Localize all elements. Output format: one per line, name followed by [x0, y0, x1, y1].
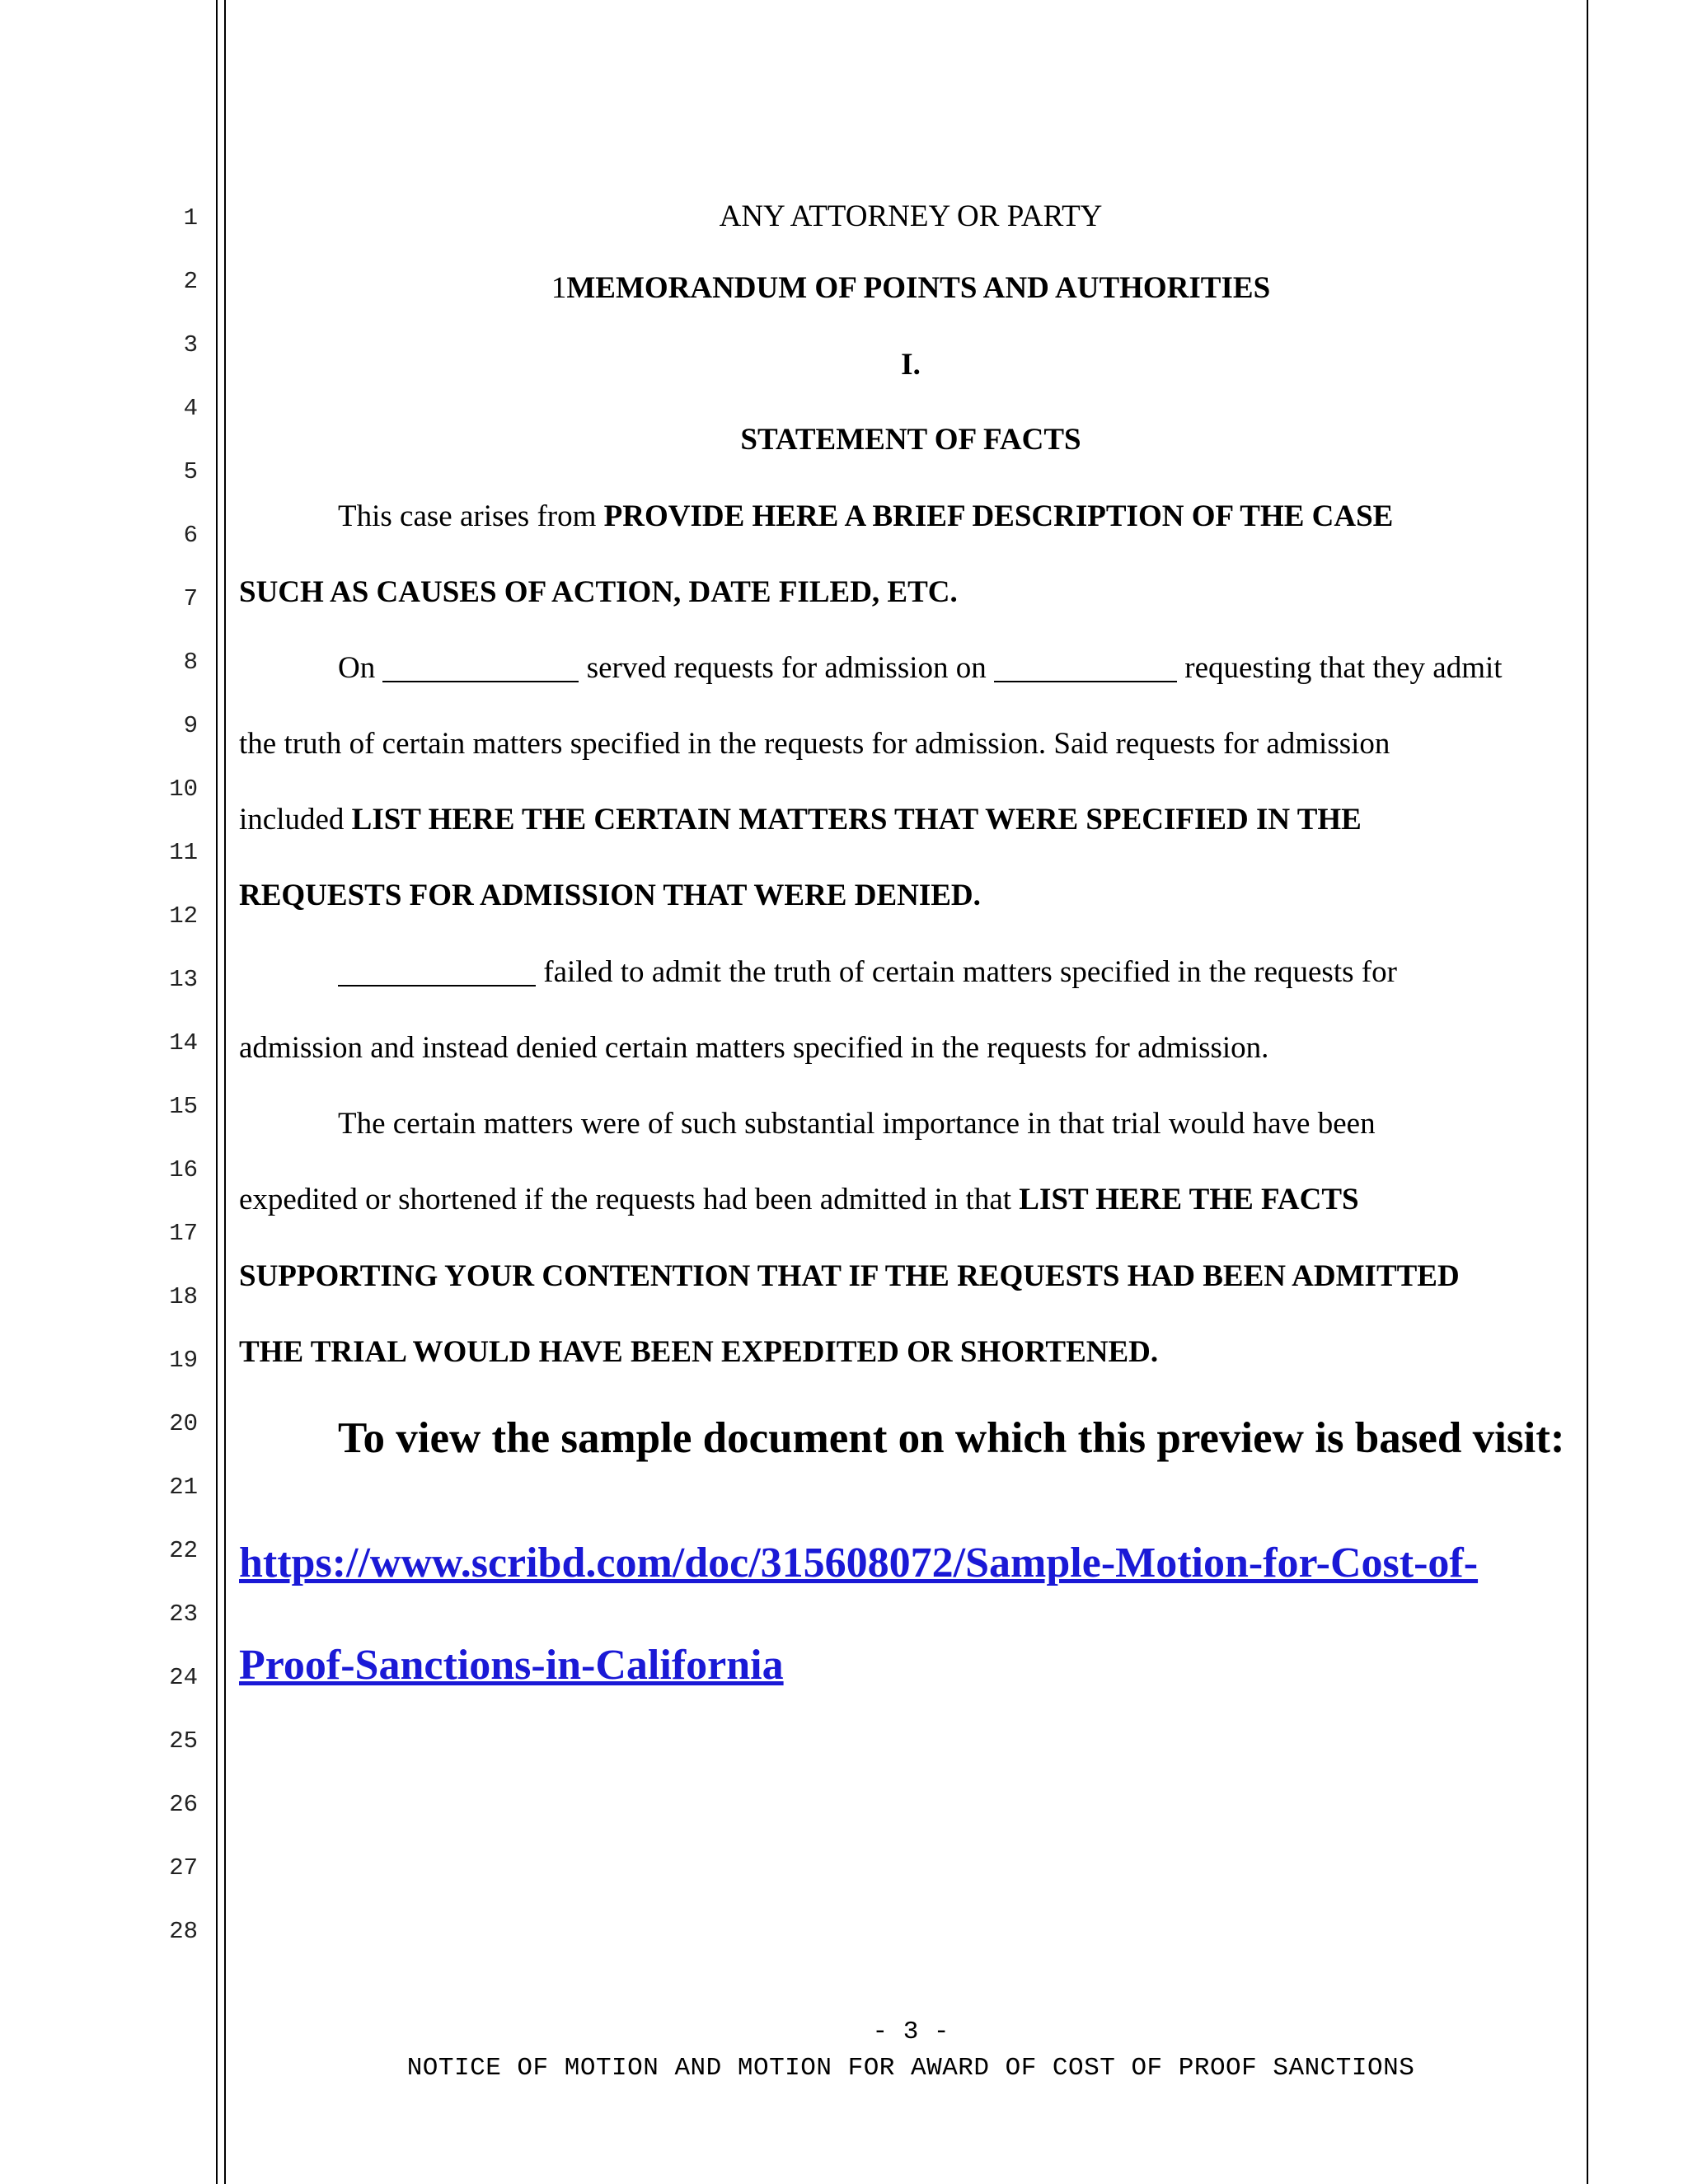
- p3-line1: failed to admit the truth of certain matters specified in the requests for: [536, 955, 1397, 989]
- line-number: 23: [169, 1601, 198, 1628]
- blank-date-field[interactable]: [382, 656, 579, 682]
- line-number: 14: [169, 1029, 198, 1057]
- preview-link-line-1: [239, 1538, 1582, 1589]
- p2-mid: served requests for admission on: [579, 651, 994, 685]
- pleading-rule-left-outer: [216, 0, 218, 2184]
- line-number: 12: [169, 902, 198, 930]
- paragraph-3-line-1: [239, 954, 1582, 991]
- line-number-column: [157, 0, 198, 1978]
- memo-prefix: 1: [551, 271, 567, 305]
- line-number: 16: [169, 1156, 198, 1183]
- preview-link[interactable]: https://www.scribd.com/doc/315608072/Sample-Motion-for-Cost-of-: [239, 1540, 1479, 1586]
- line-number: 4: [183, 395, 198, 422]
- line-number: 2: [183, 268, 198, 295]
- line-number: 11: [169, 839, 198, 866]
- section-title: STATEMENT OF FACTS: [740, 423, 1081, 457]
- paragraph-4-line-2: [239, 1181, 1582, 1219]
- pleading-rule-left-inner: [224, 0, 226, 2184]
- line-number: 10: [169, 776, 198, 803]
- paragraph-4-line-3: SUPPORTING YOUR CONTENTION THAT IF THE REQUESTS HAD BEEN ADMITTED: [239, 1259, 1460, 1293]
- line-number: 27: [169, 1854, 198, 1882]
- memo-heading: [239, 269, 1582, 307]
- paragraph-3-line-2: admission and instead denied certain matters specified in the requests for admission.: [239, 1031, 1269, 1065]
- blank-party-field[interactable]: [994, 656, 1177, 682]
- line-number: 5: [183, 458, 198, 485]
- preview-notice: To view the sample document on which this preview is based visit:: [338, 1414, 1565, 1462]
- p4-line2-bold: LIST HERE THE FACTS: [1019, 1183, 1359, 1216]
- p1-lead: This case arises from: [338, 499, 604, 533]
- p4-line2-lead: expedited or shortened if the requests had been admitted in that: [239, 1183, 1020, 1216]
- line-number: 22: [169, 1537, 198, 1564]
- line-number: 28: [169, 1918, 198, 1945]
- line-number: 18: [169, 1283, 198, 1310]
- paragraph-2-line-3: [239, 801, 1582, 839]
- document-body: [239, 0, 1582, 1978]
- footer-document-title: NOTICE OF MOTION AND MOTION FOR AWARD OF COST OF PROOF SANCTIONS: [406, 2054, 1415, 2083]
- line-number: 7: [183, 585, 198, 612]
- line-number: 26: [169, 1791, 198, 1818]
- page-number: - 3 -: [872, 2018, 950, 2046]
- p2-end: requesting that they admit: [1177, 651, 1503, 685]
- preview-link-continued[interactable]: Proof-Sanctions-in-California: [239, 1642, 784, 1689]
- p2-line3-bold: LIST HERE THE CERTAIN MATTERS THAT WERE SPECIFIED IN THE: [351, 803, 1362, 837]
- preview-link-line-2: [239, 1640, 1582, 1691]
- line-number: 17: [169, 1220, 198, 1247]
- paragraph-2-line-1: [239, 649, 1582, 687]
- line-number: 15: [169, 1093, 198, 1120]
- line-number: 19: [169, 1347, 198, 1374]
- paragraph-4-line-4: THE TRIAL WOULD HAVE BEEN EXPEDITED OR SHORTENED.: [239, 1335, 1159, 1369]
- p2-on: On: [338, 651, 383, 685]
- line-number: 1: [183, 204, 198, 232]
- pleading-rule-right: [1587, 0, 1588, 2184]
- line-number: 13: [169, 966, 198, 993]
- paragraph-4-line-1: The certain matters were of such substantial importance in that trial would have been: [338, 1107, 1376, 1141]
- line-number: 25: [169, 1727, 198, 1755]
- line-number: 20: [169, 1410, 198, 1437]
- line-number: 24: [169, 1664, 198, 1691]
- line-number: 21: [169, 1474, 198, 1501]
- blank-party-field-2[interactable]: [338, 960, 536, 987]
- p2-line3-lead: included: [239, 803, 352, 837]
- paragraph-2-line-4: REQUESTS FOR ADMISSION THAT WERE DENIED.: [239, 879, 981, 912]
- line-number: 3: [183, 331, 198, 359]
- memo-title: MEMORANDUM OF POINTS AND AUTHORITIES: [566, 271, 1271, 305]
- caption-heading: ANY ATTORNEY OR PARTY: [719, 199, 1103, 233]
- line-number: 9: [183, 712, 198, 739]
- paragraph-1-line-1: [239, 498, 1582, 536]
- line-number: 6: [183, 522, 198, 549]
- p1-bold-a: PROVIDE HERE A BRIEF DESCRIPTION OF THE CASE: [603, 499, 1394, 533]
- line-number: 8: [183, 649, 198, 676]
- paragraph-2-line-2: the truth of certain matters specified in the requests for admission. Said requests for admission: [239, 727, 1390, 761]
- paragraph-1-line-2: SUCH AS CAUSES OF ACTION, DATE FILED, ETC.: [239, 575, 958, 609]
- section-number: I.: [901, 348, 921, 382]
